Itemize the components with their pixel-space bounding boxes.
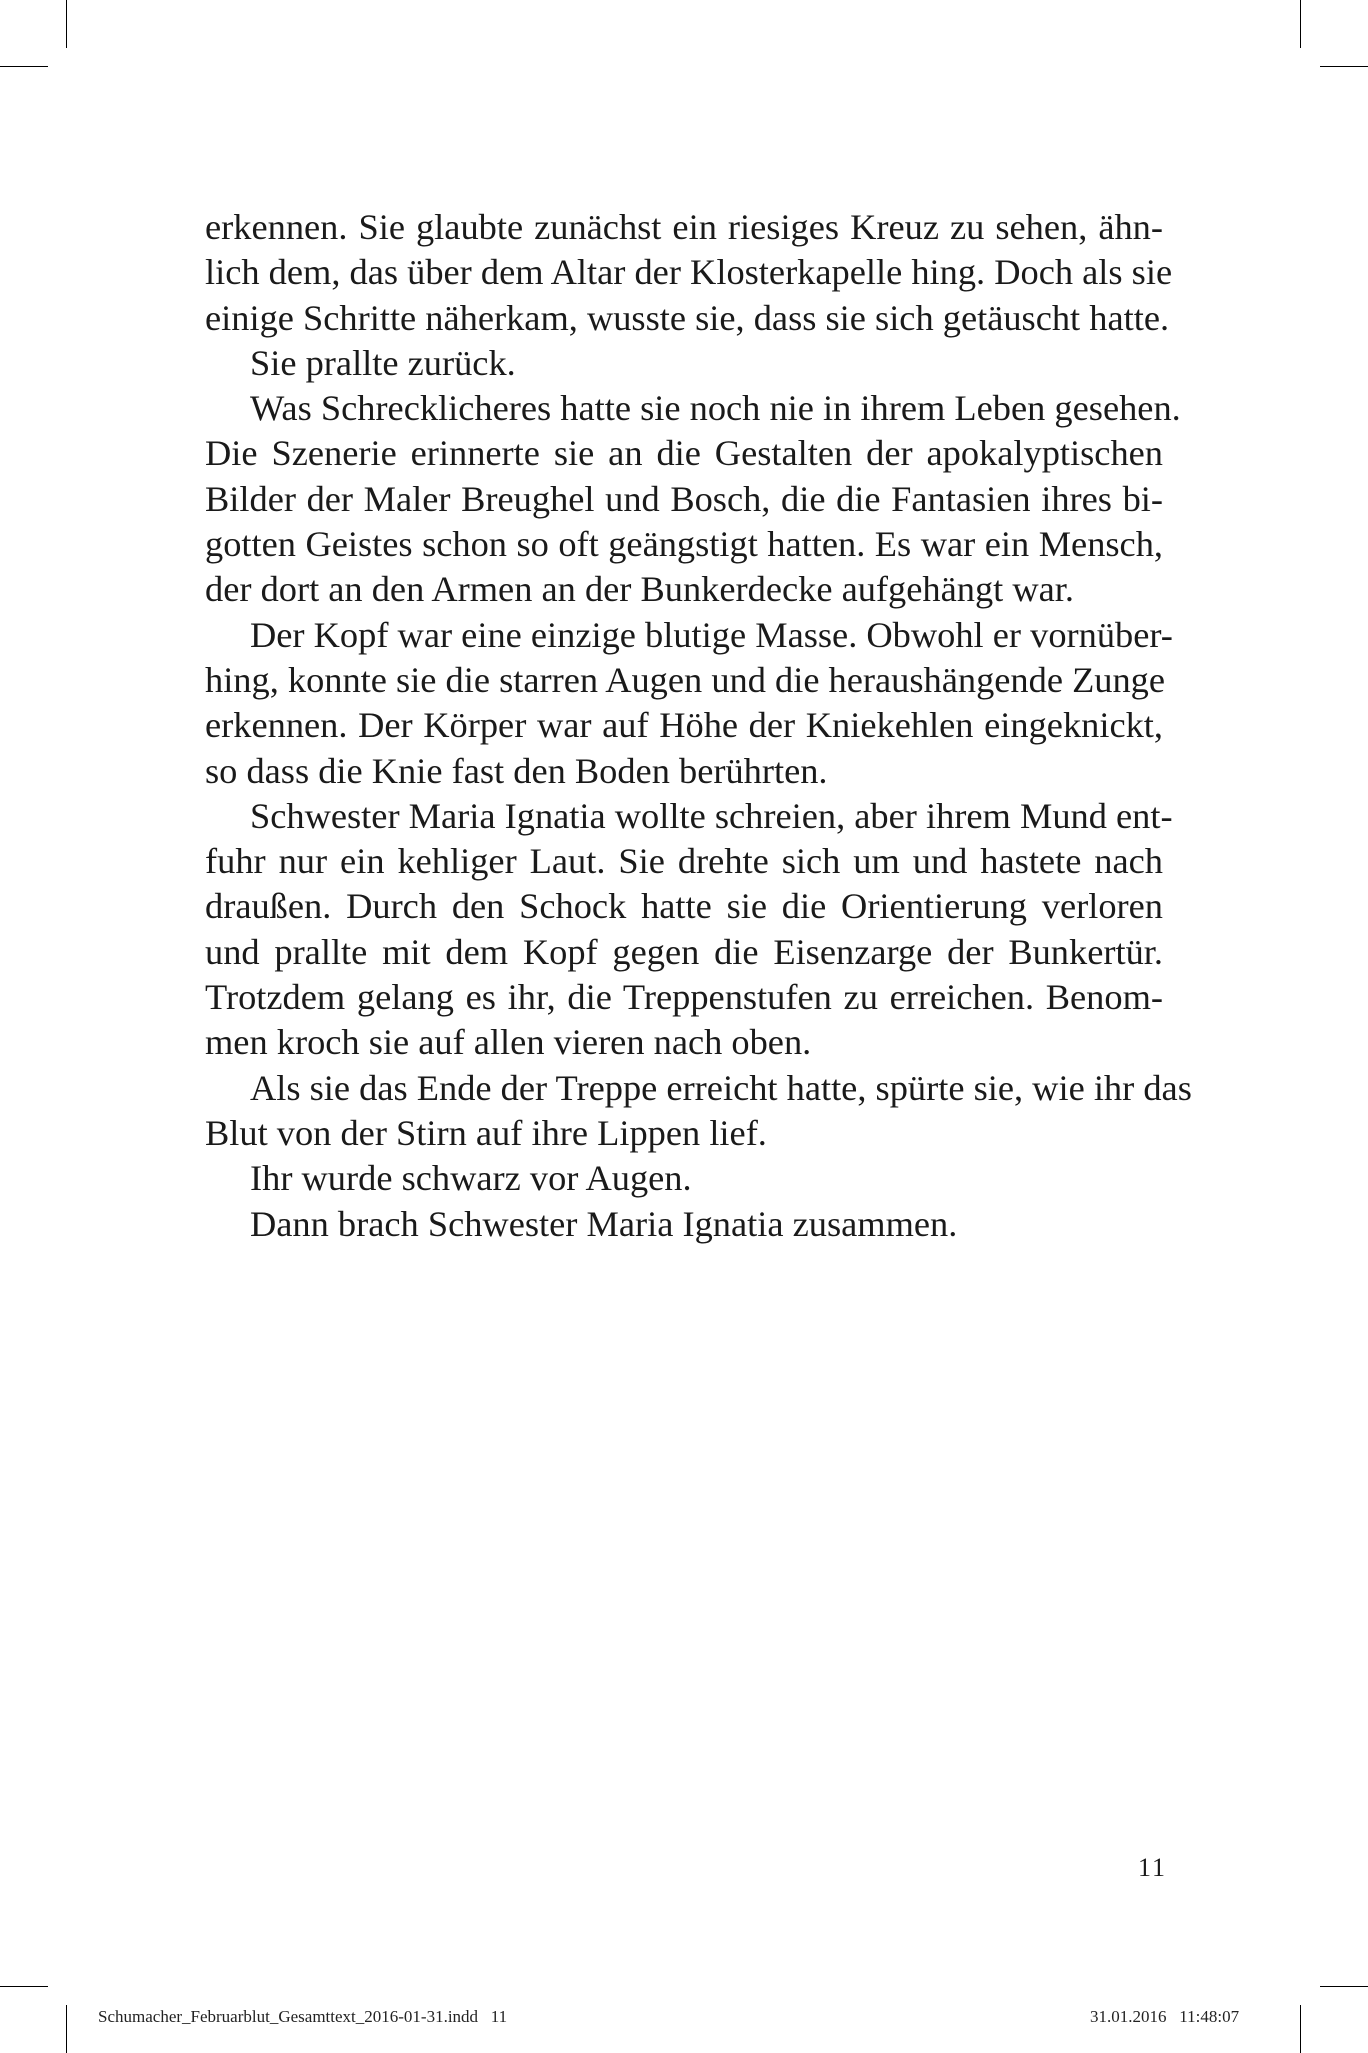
crop-mark-top-left [66, 0, 67, 48]
text-line: hing, konnte sie die starren Augen und die heraushängende Zunge [205, 659, 1166, 700]
crop-mark-left-top [0, 66, 48, 67]
paragraph [205, 205, 1173, 341]
text-line: men kroch sie auf allen vieren nach oben. [205, 1022, 812, 1063]
crop-mark-top-right [1300, 0, 1301, 48]
paragraph [205, 1066, 1192, 1157]
crop-mark-left-bottom [0, 1986, 48, 1987]
text-line: Was Schrecklicheres hatte sie noch nie in ihrem Leben gesehen. [250, 388, 1181, 429]
paragraph [205, 613, 1173, 794]
slug-timestamp: 31.01.2016 11:48:07 [1090, 2007, 1240, 2026]
text-line: gotten Geistes schon so oft geängstigt hatten. Es war ein Mensch, [205, 524, 1163, 565]
text-line: Schwester Maria Ignatia wollte schreien, aber ihrem Mund ent- [250, 795, 1173, 836]
text-line: fuhr nur ein kehliger Laut. Sie drehte sich um und hastete nach [205, 841, 1163, 882]
text-line: draußen. Durch den Schock hatte sie die Orientierung verloren [205, 886, 1163, 927]
text-line: Trotzdem gelang es ihr, die Treppenstufen zu erreichen. Benom- [205, 977, 1163, 1018]
text-line: Bilder der Maler Breughel und Bosch, die die Fantasien ihres bi- [205, 478, 1163, 519]
crop-mark-bottom-left [66, 2005, 67, 2053]
text-line: erkennen. Der Körper war auf Höhe der Kniekehlen eingeknickt, [205, 705, 1163, 746]
text-line: der dort an den Armen an der Bunkerdecke aufgehängt war. [205, 569, 1074, 610]
slug-filename: Schumacher_Februarblut_Gesamttext_2016-01-31.indd 11 [98, 2007, 508, 2026]
crop-mark-right-top [1320, 66, 1368, 67]
text-line: Als sie das Ende der Treppe erreicht hatte, spürte sie, wie ihr das [250, 1067, 1192, 1108]
text-line: einige Schritte näherkam, wusste sie, dass sie sich getäuscht hatte. [205, 297, 1170, 338]
text-line: Der Kopf war eine einzige blutige Masse. Obwohl er vornüber- [250, 614, 1173, 655]
crop-mark-right-bottom [1320, 1986, 1368, 1987]
paragraph [205, 386, 1181, 612]
text-line: lich dem, das über dem Altar der Klosterkapelle hing. Doch als sie [205, 252, 1173, 293]
page-number: 11 [1138, 1853, 1168, 1882]
paragraph [205, 1156, 1163, 1201]
text-line: und prallte mit dem Kopf gegen die Eisenzarge der Bunkertür. [205, 931, 1163, 972]
text-line: erkennen. Sie glaubte zunächst ein riesiges Kreuz zu sehen, ähn- [205, 207, 1163, 247]
text-line: Dann brach Schwester Maria Ignatia zusammen. [250, 1203, 958, 1244]
paragraph [205, 1202, 1163, 1247]
body-text [205, 205, 1192, 1247]
text-line: so dass die Knie fast den Boden berührten. [205, 750, 828, 791]
text-line: Ihr wurde schwarz vor Augen. [250, 1158, 692, 1199]
text-line: Sie prallte zurück. [250, 342, 516, 383]
text-line: Die Szenerie erinnerte sie an die Gestalten der apokalyptischen [205, 433, 1163, 474]
paragraph [205, 341, 1163, 386]
text-line: Blut von der Stirn auf ihre Lippen lief. [205, 1112, 767, 1153]
crop-mark-bottom-right [1300, 2005, 1301, 2053]
paragraph [205, 794, 1173, 1066]
